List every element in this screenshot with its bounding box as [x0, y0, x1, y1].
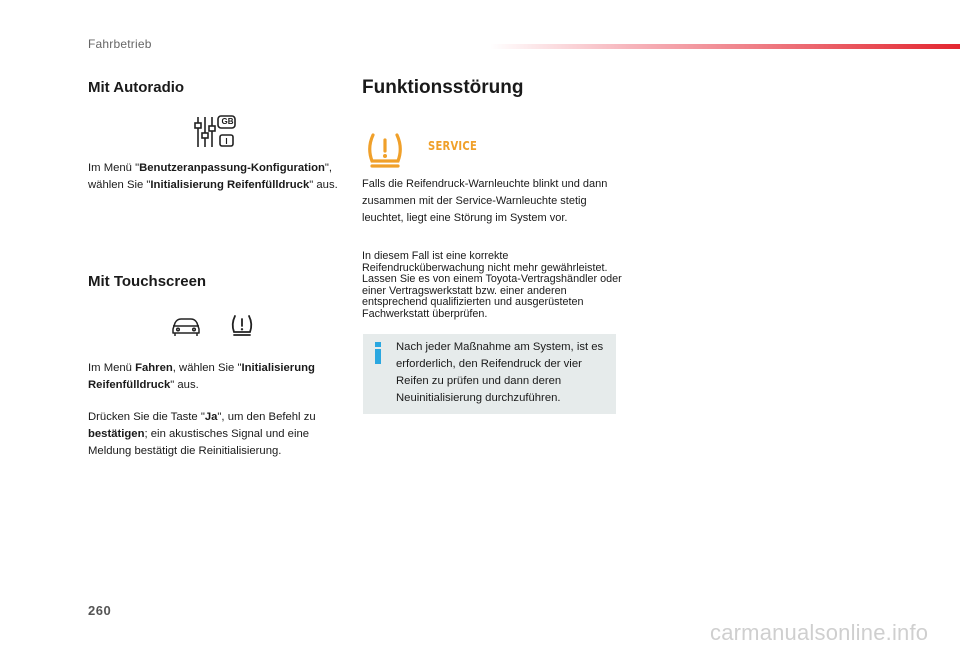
malfunction-action: In diesem Fall ist eine korrekte Reifendrucküberwachung nicht mehr gewährleistet. Lassen Sie es von einem Toyota-Vertragshändler oder einer Vertragswerkstatt bzw. einer anderen entsprechend qualifizierten und ausgerüsteten Fachwerkstatt überprüfen.	[362, 250, 622, 320]
heading-malfunction: Funktionsstörung	[362, 77, 524, 98]
malfunction-description: Falls die Reifendruck-Warnleuchte blinkt und dann zusammen mit der Service-Warnleuchte stetig leuchtet, liegt eine Störung im System vor.	[362, 178, 608, 224]
info-icon	[371, 342, 385, 364]
section-header-title: Fahrbetrieb	[88, 37, 152, 51]
language-badge-gb: GB	[221, 117, 234, 126]
watermark: carmanualsonline.info	[710, 620, 929, 645]
autoradio-instruction: Im Menü "Benutzeranpassung-Konfiguration", wählen Sie "Initialisierung Reifenfülldruck" aus.	[88, 162, 338, 191]
tire-pressure-warning-light-icon	[365, 131, 405, 169]
info-note-text: Nach jeder Maßnahme am System, ist es erforderlich, den Reifendruck der vier Reifen zu prüfen und dann deren Neuinitialisierung durchzuführen.	[396, 341, 604, 404]
confirm-instruction: Drücken Sie die Taste "Ja", um den Befehl zu bestätigen; ein akustisches Signal und eine Meldung bestätigt die Reinitialisierung.	[88, 411, 316, 457]
service-warning-light: SERVICE	[428, 138, 478, 153]
page-number: 260	[88, 603, 112, 618]
header-accent-bar	[490, 44, 960, 49]
tire-pressure-warning-icon	[229, 312, 255, 338]
car-icon	[170, 314, 202, 338]
heading-autoradio: Mit Autoradio	[88, 79, 185, 96]
language-badge-i: I	[225, 137, 228, 146]
heading-touchscreen: Mit Touchscreen	[88, 273, 207, 290]
touchscreen-instruction: Im Menü Fahren, wählen Sie "Initialisierung Reifenfülldruck" aus.	[88, 362, 315, 391]
